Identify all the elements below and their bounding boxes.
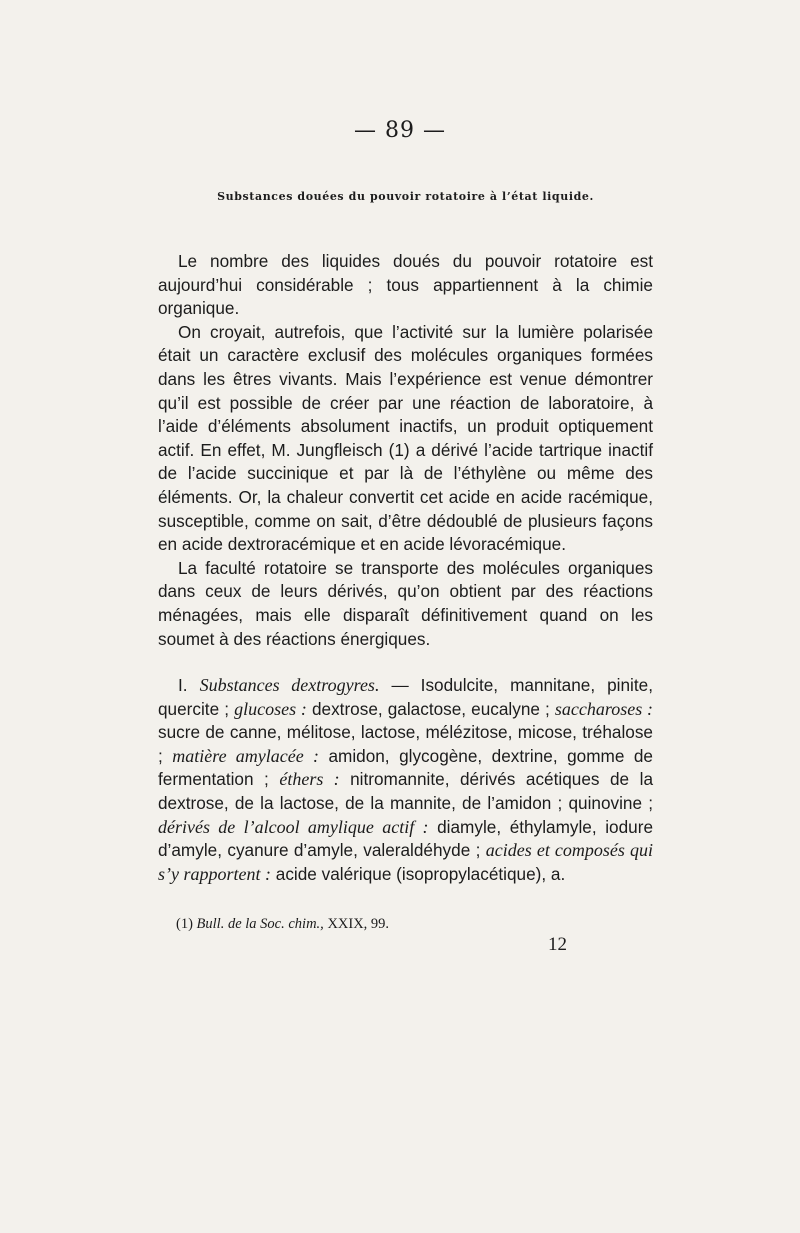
list-paragraph [158,674,653,886]
paragraph [158,321,653,557]
paragraph-text: On croyait, autrefois, que l’activité sur la lumière polarisée était un caractère exclusif des molécules organiques formées dans les êtres vivants. Mais l’expérience est venue démontrer qu’il est possible de créer par une réaction de laboratoire, à l’aide d’éléments absolument inactifs, un produit optiquement actif. En effet, M. Jungfleisch [158,321,653,460]
paragraph: Le nombre des liquides doués du pouvoir rotatoire est aujourd’hui considérable ; tous appartiennent à la chimie organique. [158,251,653,319]
list-text: — Isodulcite, mannitane, pinite, quercite ; [158,675,653,719]
list-text: sucre de canne, mélitose, lactose, mélézitose, micose, tréhalose ; [158,722,653,766]
list-term: saccharoses : [554,698,654,719]
footnote-source: Bull. de la Soc. chim., [196,916,324,932]
paragraph: La faculté rotatoire se transporte des molécules organiques dans ceux de leurs dérivés, qu’on obtient par des réactions ménagées, mais elle disparaît définitivement quand on les soumet à des réactions énergiques. [158,557,653,649]
list-term: matière amylacée : [172,745,319,766]
section-heading: Substances douées du pouvoir rotatoire à l’état liquide. [217,190,594,203]
body-text [158,250,653,886]
list-term: acides et composés qui s’y rapportent : [158,840,654,884]
list-text: diamyle, éthylamyle, iodure d’amyle, cyanure d’amyle, valeraldéhyde ; [158,816,653,861]
footnote [176,916,389,933]
list-term: éthers : [279,769,340,790]
footnote-reference: (1) [388,439,410,460]
list-term: glucoses : [234,698,307,719]
list-term: Substances dextrogyres. [199,675,380,696]
list-number: I. [178,675,188,696]
list-text: dextrose, galactose, eucalyne ; [311,698,550,719]
list-text: amidon, glycogène, dextrine, gomme de fermentation ; [158,745,653,790]
page-number: — 89 — [354,118,446,143]
signature-mark: 12 [548,934,567,955]
list-text: acide valérique (isopropylacétique), a. [275,863,566,884]
footnote-reference-text: XXIX, 99. [327,916,390,932]
list-term: dérivés de l’alcool amylique actif : [158,816,429,837]
list-text: nitromannite, dérivés acétiques de la dextrose, de la lactose, de la mannite, de l’amidon ; quinovine ; [158,769,654,814]
paragraph-text: a dérivé l’acide tartrique inactif de l’acide succinique et par là de l’éthylène ou même des éléments. Or, la chaleur convertit cet acide en acide racémique, susceptible, comme on sait, d’être dédoublé de plusieurs façons en acide dextroracémique et en acide lévoracémique. [158,439,653,555]
footnote-number: (1) [176,916,193,932]
